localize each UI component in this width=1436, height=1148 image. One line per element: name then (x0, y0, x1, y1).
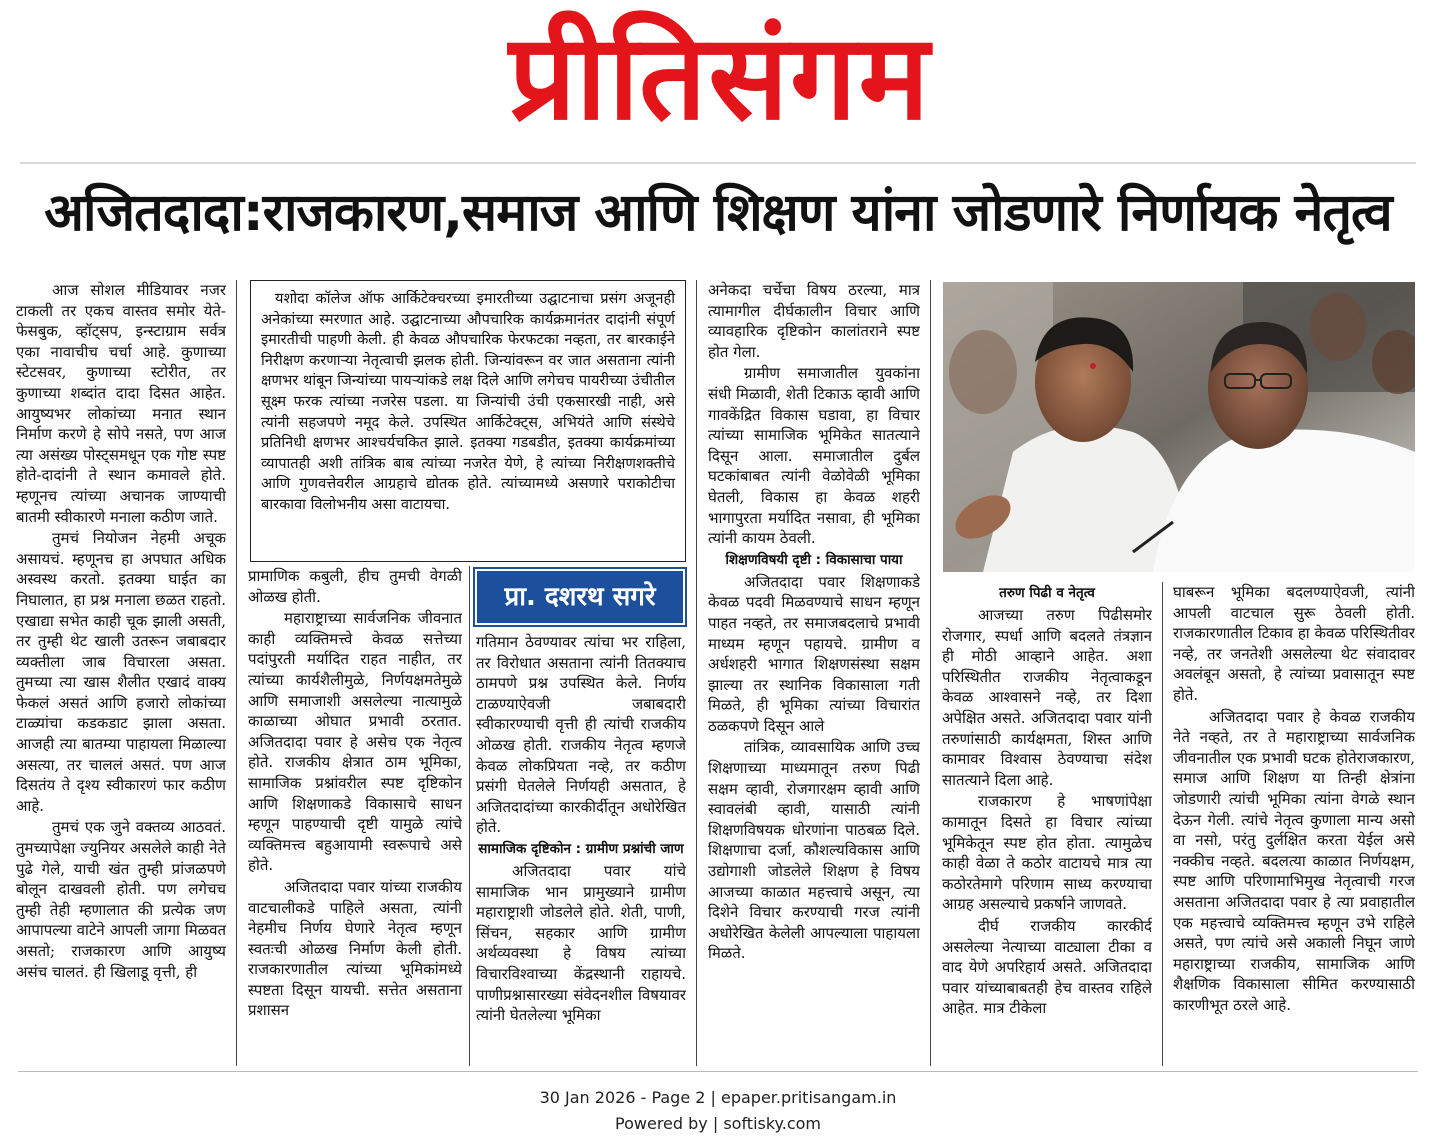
paragraph: गतिमान ठेवण्यावर त्यांचा भर राहिला, तर विरोधात असताना त्यांनी तितक्याच ठामपणे प्रश्न उपस्थित केले. निर्णय टाळण्याऐवजी जबाबदारी स्वीकारण्याची वृत्ती ही त्यांची राजकीय ओळख होती. राजकीय नेतृत्व म्हणजे केवळ लोकप्रियता नव्हे, तर कठीण प्रसंगी घेतलेले निर्णयही असतात, हे अजितदादांच्या कारकीर्दीतून अधोरेखित होते. (476, 633, 686, 837)
paragraph: राजकारण हे भाषणांपेक्षा कामातून दिसते हा विचार त्यांच्या भूमिकेतून स्पष्ट होत होता. त्यामुळेच काही वेळा ते कठोर वाटायचे मात्र त्या कठोरतेमागे परिणाम साध्य करण्याचा आग्रह असल्याचे प्रकर्षाने जाणवते. (942, 792, 1152, 914)
paragraph: प्रामाणिक कबुली, हीच तुमची वेगळी ओळख होती. (248, 567, 462, 606)
masthead (0, 0, 1436, 165)
footer-powered-by: Powered by | softisky.com (615, 1114, 821, 1133)
footer-date-page: 30 Jan 2026 - Page 2 | epaper.pritisangam.in (539, 1088, 897, 1107)
anecdote-box (250, 280, 686, 562)
paragraph: अजितदादा पवार यांच्या राजकीय वाटचालीकडे पाहिले असता, त्यांनी नेहमीच निर्णय घेणारे नेतृत्व म्हणून स्वतःची ओळख निर्माण केली होती. राजकारणातील त्यांच्या भूमिकांमध्ये स्पष्टता दिसून यायची. सत्तेत असताना प्रशासन (248, 877, 462, 1020)
paragraph: तुमचं एक जुने वक्तव्य आठवतं. तुमच्यापेक्षा ज्युनियर असलेले काही नेते पुढे गेले, याची खंत तुम्ही प्रांजळपणे बोलून दाखवली होती. पण लगेचच तुम्ही तेही म्हणालात की प्रत्येक जण आपापल्या वाटेने आपली जागा मिळवत असतो; राजकारण आणि आयुष्य असंच चालतं. ही खिलाडू वृत्ती, ही (16, 818, 226, 981)
section-subheading: तरुण पिढी व नेतृत्व (999, 585, 1095, 601)
paragraph: तुमचं नियोजन नेहमी अचूक असायचं. म्हणूनच हा अपघात अधिक अस्वस्थ करतो. इतक्या घाईत का निघालात, हा प्रश्न मनाला छळत राहतो. एखाद्या सभेत काही चूक झाली असती, तर तुम्ही थेट खाली उतरून जबाबदार व्यक्तीला जाब विचारला असता. तुमच्या त्या खास शैलीत एखादं वाक्य फेकलं असतं आणि हजारो लोकांच्या टाळ्यांचा कडकडाट झाला असता. आजही त्या बातम्या पाहायला मिळाल्या असत्या, तर चाललं असतं. पण आज दिसतंय ते दृश्य स्वीकारणं फार कठीण आहे. (16, 529, 226, 815)
paragraph: घाबरून भूमिका बदलण्याऐवजी, त्यांनी आपली वाटचाल सुरू ठेवली होती. राजकारणातील टिकाव हा केवळ परिस्थितीवर नव्हे, तर जनतेशी असलेल्या थेट संवादावर अवलंबून असतो, हे त्यांच्या प्रवासातून स्पष्ट होते. (1173, 583, 1415, 704)
article-column-1 (16, 280, 226, 1066)
masthead-rule (20, 162, 1416, 164)
section-subheading: सामाजिक दृष्टिकोन : ग्रामीण प्रश्नांची जाण (478, 840, 684, 857)
column-divider (469, 566, 470, 1066)
paragraph: महाराष्ट्राच्या सार्वजनिक जीवनात काही व्यक्तिमत्त्वे केवळ सत्तेच्या पदांपुरती मर्यादित राहत नाहीत, तर त्यांच्या कार्यशैलीमुळे, निर्णयक्षमतेमुळे आणि समाजाशी असलेल्या नात्यामुळे काळाच्या ओघात प्रभावी ठरतात. अजितदादा पवार हे असेच एक नेतृत्व होते. राजकीय क्षेत्रात ठाम भूमिका, सामाजिक प्रश्नांवरील स्पष्ट दृष्टिकोन आणि शिक्षणाकडे विकासाचे साधन म्हणून पाहण्याची दृष्टी यामुळे त्यांचे व्यक्तिमत्त्व बहुआयामी स्वरूपाचे असे होते. (248, 609, 462, 875)
article-photo (943, 282, 1415, 572)
paragraph: दीर्घ राजकीय कारकीर्द असलेल्या नेत्याच्या वाट्याला टीका व वाद येणे अपरिहार्य असते. अजितदादा पवार यांच्याबाबतही हेच वास्तव राहिले आहेत. मात्र टीकेला (942, 916, 1152, 1018)
section-subheading: शिक्षणविषयी दृष्टी : विकासाचा पाया (725, 551, 903, 568)
footer-rule (18, 1071, 1418, 1072)
article-column-3 (476, 632, 686, 1066)
article-column-4 (708, 280, 920, 1066)
paragraph: अनेकदा चर्चेचा विषय ठरल्या, मात्र त्यामागील दीर्घकालीन विचार आणि व्यावहारिक दृष्टिकोन कालांतराने स्पष्ट होत गेला. (708, 281, 920, 361)
paragraph: ग्रामीण समाजातील युवकांना संधी मिळावी, शेती टिकाऊ व्हावी आणि गावकेंद्रित विकास घडावा, हा विचार त्यांच्या सामाजिक भूमिकेत सातत्याने दिसून आला. समाजातील दुर्बल घटकांबाबत त्यांनी वेळोवेळी भूमिका घेतली, विकास हा केवळ शहरी भागापुरता मर्यादित नसावा, ही भूमिका त्यांनी कायम ठेवली. (708, 364, 920, 548)
column-divider (696, 280, 697, 1066)
masthead-title: प्रीतिसंगम (508, 8, 932, 146)
column-divider (930, 280, 931, 1066)
paragraph: आज सोशल मीडियावर नजर टाकली तर एकच वास्तव समोर येते- फेसबुक, व्हॉट्सप, इन्स्टाग्राम सर्वत्र एका नावाचीच चर्चा आहे. कुणाच्या स्टेटसवर, कुणाच्या स्टोरीत, तर कुणाच्या शब्दांत दादा दिसत आहेत. आयुष्यभर लोकांच्या मनात स्थान निर्माण करणे हे सोपे नसते, पण आज त्या असंख्य पोस्ट्समधून एक गोष्ट स्पष्ट होते-दादांनी ते स्थान कमावले होते. म्हणूनच त्यांच्या अचानक जाण्याची बातमी स्वीकारणे मनाला कठीण जाते. (16, 281, 226, 526)
article-column-5 (942, 582, 1152, 1066)
paragraph: तांत्रिक, व्यावसायिक आणि उच्च शिक्षणाच्या माध्यमातून तरुण पिढी सक्षम व्हावी, रोजगारक्षम व्हावी आणि स्वावलंबी व्हावी, यासाठी त्यांनी शिक्षणविषयक धोरणांना पाठबळ दिले. शिक्षणाचा दर्जा, कौशल्यविकास आणि उद्योगाशी जोडलेले शिक्षण हे विषय आजच्या काळात महत्त्वाचे असून, त्या दिशेने विचार करण्याची गरज त्यांनी अधोरेखित केलेली आपल्याला पाहायला मिळते. (708, 738, 920, 963)
box-text: यशोदा कॉलेज ऑफ आर्किटेक्चरच्या इमारतीच्या उद्घाटनाचा प्रसंग अजूनही अनेकांच्या स्मरणात आहे. उद्घाटनाच्या औपचारिक कार्यक्रमानंतर दादांनी संपूर्ण इमारतीची पाहणी केली. ही केवळ औपचारिक फेरफटका नव्हता, तर बारकाईने निरीक्षण करणाऱ्या नेतृत्वाची झलक होती. जिन्यांवरून वर जात असताना त्यांनी क्षणभर थांबून जिन्यांच्या पायऱ्यांकडे लक्ष दिले आणि लगेचच पायरीच्या उंचीतील सूक्ष्म फरक त्यांच्या नजरेस पडला. या जिन्यांची उंची एकसारखी नाही, असे त्यांनी सहजपणे नमूद केले. उपस्थित आर्किटेक्ट्स, अभियंते आणि संस्थेचे प्रतिनिधी क्षणभर आश्चर्यचकित झाले. इतक्या गडबडीत, इतक्या कार्यक्रमांच्या व्यापातही अशी तांत्रिक बाब त्यांच्या नजरेत येणे, हे त्यांच्या निरीक्षणशक्तीचे आणि गुणवत्तेवरील आग्रहाचे द्योतक होते. त्यांच्यामध्ये असणारे पराकोटीचा बारकावा विलोभनीय असा वाटायचा. (261, 290, 675, 513)
paragraph: आजच्या तरुण पिढीसमोर रोजगार, स्पर्धा आणि बदलते तंत्रज्ञान ही मोठी आव्हाने आहेत. अशा परिस्थितीत राजकीय नेतृत्वाकडून केवळ आश्वासने नव्हे, तर दिशा अपेक्षित असते. अजितदादा पवार यांनी तरुणांसाठी कार्यक्षमता, शिस्त आणि कामावर विश्वास ठेवण्याचा संदेश सातत्याने दिला आहे. (942, 606, 1152, 789)
photo-illustration (943, 282, 1415, 572)
paragraph: अजितदादा पवार शिक्षणाकडे केवळ पदवी मिळवण्याचे साधन म्हणून पाहत नव्हते, तर समाजबदलाचे प्रभावी माध्यम म्हणून पहायचे. ग्रामीण व अर्धशहरी भागात शिक्षणसंस्था सक्षम झाल्या तर स्थानिक विकासाला गती मिळते, ही भूमिका त्यांच्या विचारांत ठळकपणे दिसून आले (708, 572, 920, 735)
paragraph: अजितदादा पवार हे केवळ राजकीय नेते नव्हते, तर ते महाराष्ट्राच्या सार्वजनिक जीवनातील एक प्रभावी घटक होतेराजकारण, समाज आणि शिक्षण या तिन्ही क्षेत्रांना जोडणारी त्यांची भूमिका त्यांना वेगळे स्थान देऊन गेली. त्यांचे नेतृत्व कुणाला मान्य असो वा नसो, परंतु दुर्लक्षित करता येईल असे नक्कीच नव्हते. बदलत्या काळात निर्णयक्षम, स्पष्ट आणि परिणामाभिमुख नेतृत्वाची गरज असताना अजितदादा पवार हे त्या प्रवाहातील एक महत्त्वाचे व्यक्तिमत्त्व म्हणून उभे राहिले असते, पण त्यांचे असे अकाली निघून जाणे महाराष्ट्राच्या राजकीय, सामाजिक आणि शैक्षणिक विकासाला सीमित करण्यासाठी कारणीभूत ठरले आहे. (1173, 707, 1415, 1014)
paragraph: अजितदादा पवार यांचे सामाजिक भान प्रामुख्याने ग्रामीण महाराष्ट्राशी जोडलेले होते. शेती, पाणी, सिंचन, सहकार आणि ग्रामीण अर्थव्यवस्था हे विषय त्यांच्या विचारविश्वाच्या केंद्रस्थानी राहायचे. पाणीप्रश्नासारख्या संवेदनशील विषयावर त्यांनी घेतलेल्या भूमिका (476, 861, 686, 1025)
article-column-2 (248, 566, 462, 1066)
headline: अजितदादा:राजकारण,समाज आणि शिक्षण यांना जोडणारे निर्णायक नेतृत्व (44, 183, 1392, 243)
author-byline: प्रा. दशरथ सगरे (477, 571, 683, 623)
column-divider (1162, 582, 1163, 1066)
article-column-6 (1173, 582, 1415, 1066)
column-divider (236, 280, 237, 1066)
